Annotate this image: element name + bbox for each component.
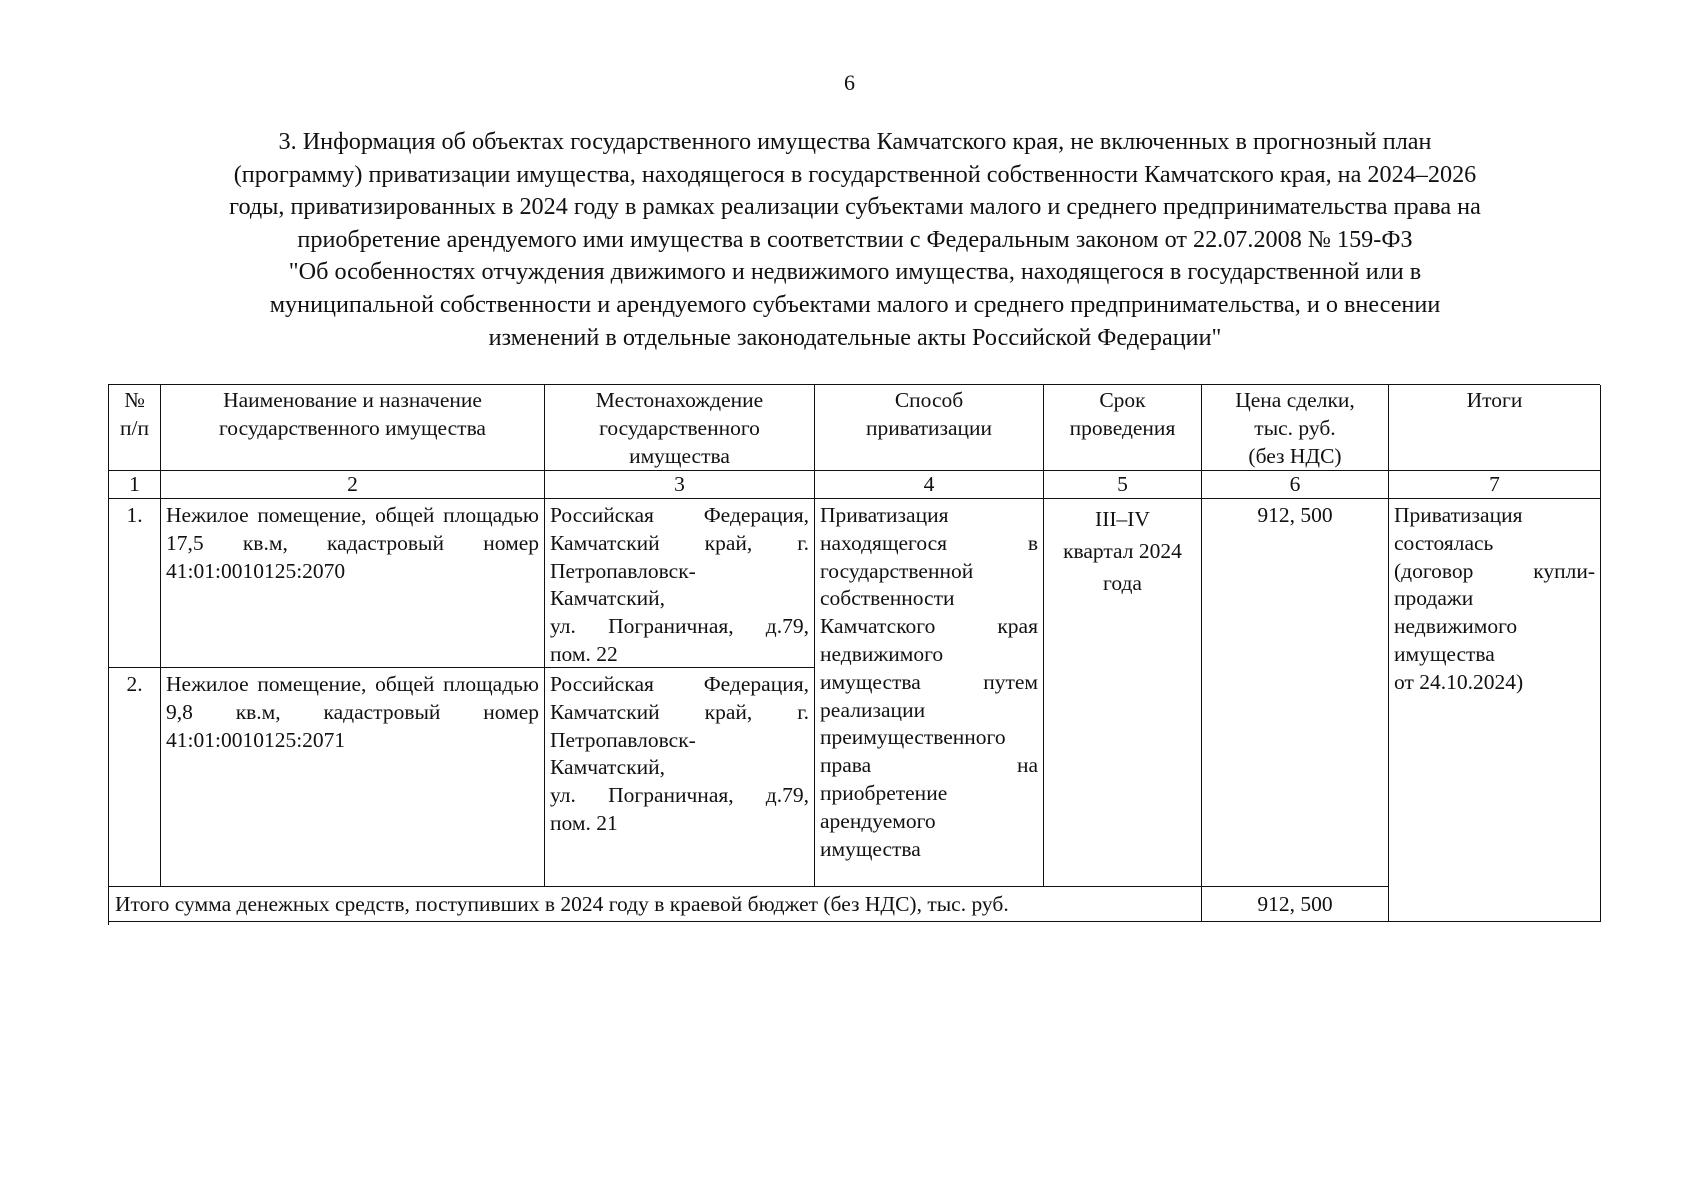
heading-line: (программу) приватизации имущества, находящегося в государственной собственности Камчатского края, на 2024–2026 (233, 160, 1477, 188)
heading-line: изменений в отдельные законодательные акты Российской Федерации" (488, 323, 1222, 351)
result-line: имущества (1394, 641, 1495, 666)
privatization-result (1389, 499, 1601, 922)
result-line: (договор купли- (1394, 558, 1595, 583)
total-label: Итого сумма денежных средств, поступивших в 2024 году в краевой бюджет (без НДС), тыс. руб. (109, 887, 1202, 922)
heading-line: годы, приватизированных в 2024 году в рамках реализации субъектами малого и среднего предпринимательства права на (229, 193, 1481, 221)
privatization-table (108, 384, 1600, 925)
method-line: реализации (820, 697, 926, 722)
header-location (545, 385, 815, 471)
property-name: Нежилое помещение, общей площадью 9,8 кв.м, кадастровый номер 41:01:0010125:2071 (161, 668, 545, 887)
header-line: п/п (120, 415, 149, 440)
header-line: Способ (894, 388, 964, 412)
header-number (109, 385, 161, 471)
column-number: 4 (815, 471, 1044, 499)
column-number: 1 (109, 471, 161, 499)
privatization-period (1044, 499, 1202, 887)
header-method (815, 385, 1044, 471)
result-line: состоялась (1394, 530, 1494, 555)
location-line: пом. 22 (550, 641, 618, 666)
header-line: (без НДС) (1248, 443, 1342, 468)
page-number: 6 (844, 70, 855, 95)
location-line: Российская Федерация, (550, 672, 809, 696)
method-line: Камчатского края (820, 614, 1038, 639)
column-number: 7 (1389, 471, 1601, 499)
header-line: проведения (1069, 415, 1176, 440)
total-value: 912, 500 (1202, 887, 1389, 922)
property-location (545, 499, 815, 668)
header-name (161, 385, 545, 471)
method-line: собственности (820, 586, 955, 611)
method-line: приобретение (820, 780, 948, 805)
header-result (1389, 385, 1601, 471)
property-location (545, 668, 815, 887)
location-line: Петропавловск- (550, 558, 696, 583)
location-line: пом. 21 (550, 810, 618, 835)
header-line: государственного имущества (219, 415, 486, 440)
header-line: Местонахождение (595, 388, 764, 412)
column-number: 3 (545, 471, 815, 499)
column-number: 5 (1044, 471, 1202, 499)
property-name: Нежилое помещение, общей площадью 17,5 кв.м, кадастровый номер 41:01:0010125:2070 (161, 499, 545, 668)
method-line: недвижимого (820, 641, 944, 666)
header-line: Наименование и назначение (223, 388, 482, 412)
location-line: Камчатский край, г. (550, 530, 809, 555)
column-number: 6 (1202, 471, 1389, 499)
heading-line: 3. Информация об объектах государственного имущества Камчатского края, не включенных в прогнозный план (278, 128, 1432, 155)
result-line: продажи (1394, 586, 1474, 611)
location-line: Камчатский край, г. (550, 699, 809, 724)
location-line: Камчатский, (550, 586, 666, 611)
header-line: имущества (629, 443, 730, 468)
period-line: квартал 2024 (1063, 539, 1182, 563)
result-line: недвижимого (1394, 614, 1518, 639)
method-line: имущества (820, 836, 921, 861)
row-number: 2. (109, 668, 161, 887)
period-line: года (1103, 571, 1142, 595)
result-line: от 24.10.2024) (1394, 669, 1524, 694)
deal-price: 912, 500 (1202, 499, 1389, 887)
method-line: права на (820, 753, 1038, 778)
header-price (1202, 385, 1389, 471)
result-line: Приватизация (1394, 503, 1523, 527)
method-line: имущества путем (820, 669, 1038, 694)
method-line: государственной (820, 558, 974, 583)
location-line: Российская Федерация, (550, 503, 809, 527)
method-line: Приватизация (820, 503, 949, 527)
section-heading (110, 126, 1600, 354)
location-line: Камчатский, (550, 755, 666, 780)
location-line: ул. Пограничная, д.79, (550, 783, 809, 808)
period-line: III–IV (1095, 507, 1150, 531)
heading-line: "Об особенностях отчуждения движимого и недвижимого имущества, находящегося в государственной или в (288, 258, 1422, 286)
header-line: тыс. руб. (1254, 415, 1336, 440)
header-line: приватизации (865, 415, 993, 440)
location-line: ул. Пограничная, д.79, (550, 614, 809, 639)
method-line: находящегося в (820, 530, 1038, 555)
location-line: Петропавловск- (550, 727, 696, 752)
header-period (1044, 385, 1202, 471)
heading-line: муниципальной собственности и арендуемого субъектами малого и среднего предпринимательства, и о внесении (269, 290, 1441, 318)
header-line: Срок (1099, 388, 1146, 412)
header-line: № (124, 388, 145, 412)
privatization-method (815, 499, 1044, 887)
method-line: преимущественного (820, 725, 1006, 750)
heading-line: приобретение арендуемого ими имущества в соответствии с Федеральным законом от 22.07.2008 № 159-ФЗ (297, 225, 1413, 253)
row-number: 1. (109, 499, 161, 668)
header-line: Цена сделки, (1235, 388, 1355, 412)
header-line: Итоги (1466, 388, 1523, 412)
header-line: государственного (599, 415, 760, 440)
method-line: арендуемого (820, 808, 936, 833)
column-number: 2 (161, 471, 545, 499)
